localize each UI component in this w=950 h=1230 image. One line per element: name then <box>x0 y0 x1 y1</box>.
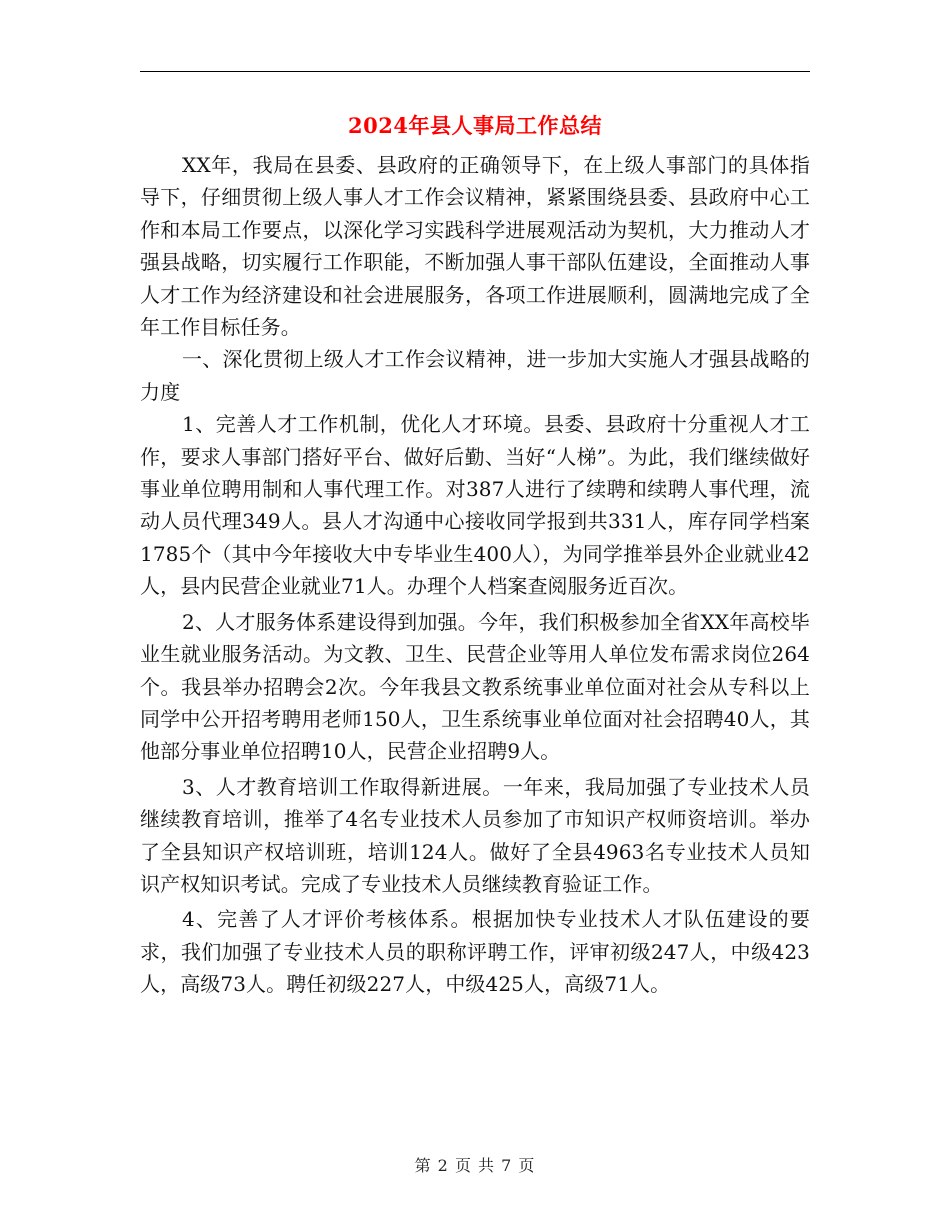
item-paragraph-3: 3、人才教育培训工作取得新进展。一年来，我局加强了专业技术人员继续教育培训，推举了4名专业技术人员参加了市知识产权师资培训。举办了全县知识产权培训班，培训124人。做好了全县4963名专业技术人员知识产权知识考试。完成了专业技术人员继续教育验证工作。 <box>140 774 810 896</box>
item-paragraph-1: 1、完善人才工作机制，优化人才环境。县委、县政府十分重视人才工作，要求人事部门搭好平台、做好后勤、当好“人梯”。为此，我们继续做好事业单位聘用制和人事代理工作。对387人进行了续聘和续聘人事代理，流动人员代理349人。县人才沟通中心接收同学报到共331人，库存同学档案1785个（其中今年接收大中专毕业生400人），为同学推举县外企业就业42人，县内民营企业就业71人。办理个人档案查阅服务近百次。 <box>140 412 810 599</box>
page-number-footer: 第 2 页 共 7 页 <box>414 1156 536 1175</box>
document-title: 2024年县人事局工作总结 <box>348 113 602 138</box>
section-heading: 一、深化贯彻上级人才工作会议精神，进一步加大实施人才强县战略的力度 <box>140 347 810 404</box>
item-paragraph-2: 2、人才服务体系建设得到加强。今年，我们积极参加全省XX年高校毕业生就业服务活动。为文教、卫生、民营企业等用人单位发布需求岗位264个。我县举办招聘会2次。今年我县文教系统事业单位面对社会从专科以上同学中公开招考聘用老师150人，卫生系统事业单位面对社会招聘40人，其他部分事业单位招聘10人，民营企业招聘9人。 <box>140 609 810 764</box>
item-paragraph-4: 4、完善了人才评价考核体系。根据加快专业技术人才队伍建设的要求，我们加强了专业技术人员的职称评聘工作，评审初级247人，中级423人，高级73人。聘任初级227人，中级425人，高级71人。 <box>140 907 810 997</box>
header-rule <box>140 71 810 72</box>
document-body <box>140 149 810 1001</box>
intro-paragraph: XX年，我局在县委、县政府的正确领导下，在上级人事部门的具体指导下，仔细贯彻上级人事人才工作会议精神，紧紧围绕县委、县政府中心工作和本局工作要点，以深化学习实践科学进展观活动为契机，大力推动人才强县战略，切实履行工作职能，不断加强人事干部队伍建设，全面推动人事人才工作为经济建设和社会进展服务，各项工作进展顺利，圆满地完成了全年工作目标任务。 <box>140 153 810 340</box>
